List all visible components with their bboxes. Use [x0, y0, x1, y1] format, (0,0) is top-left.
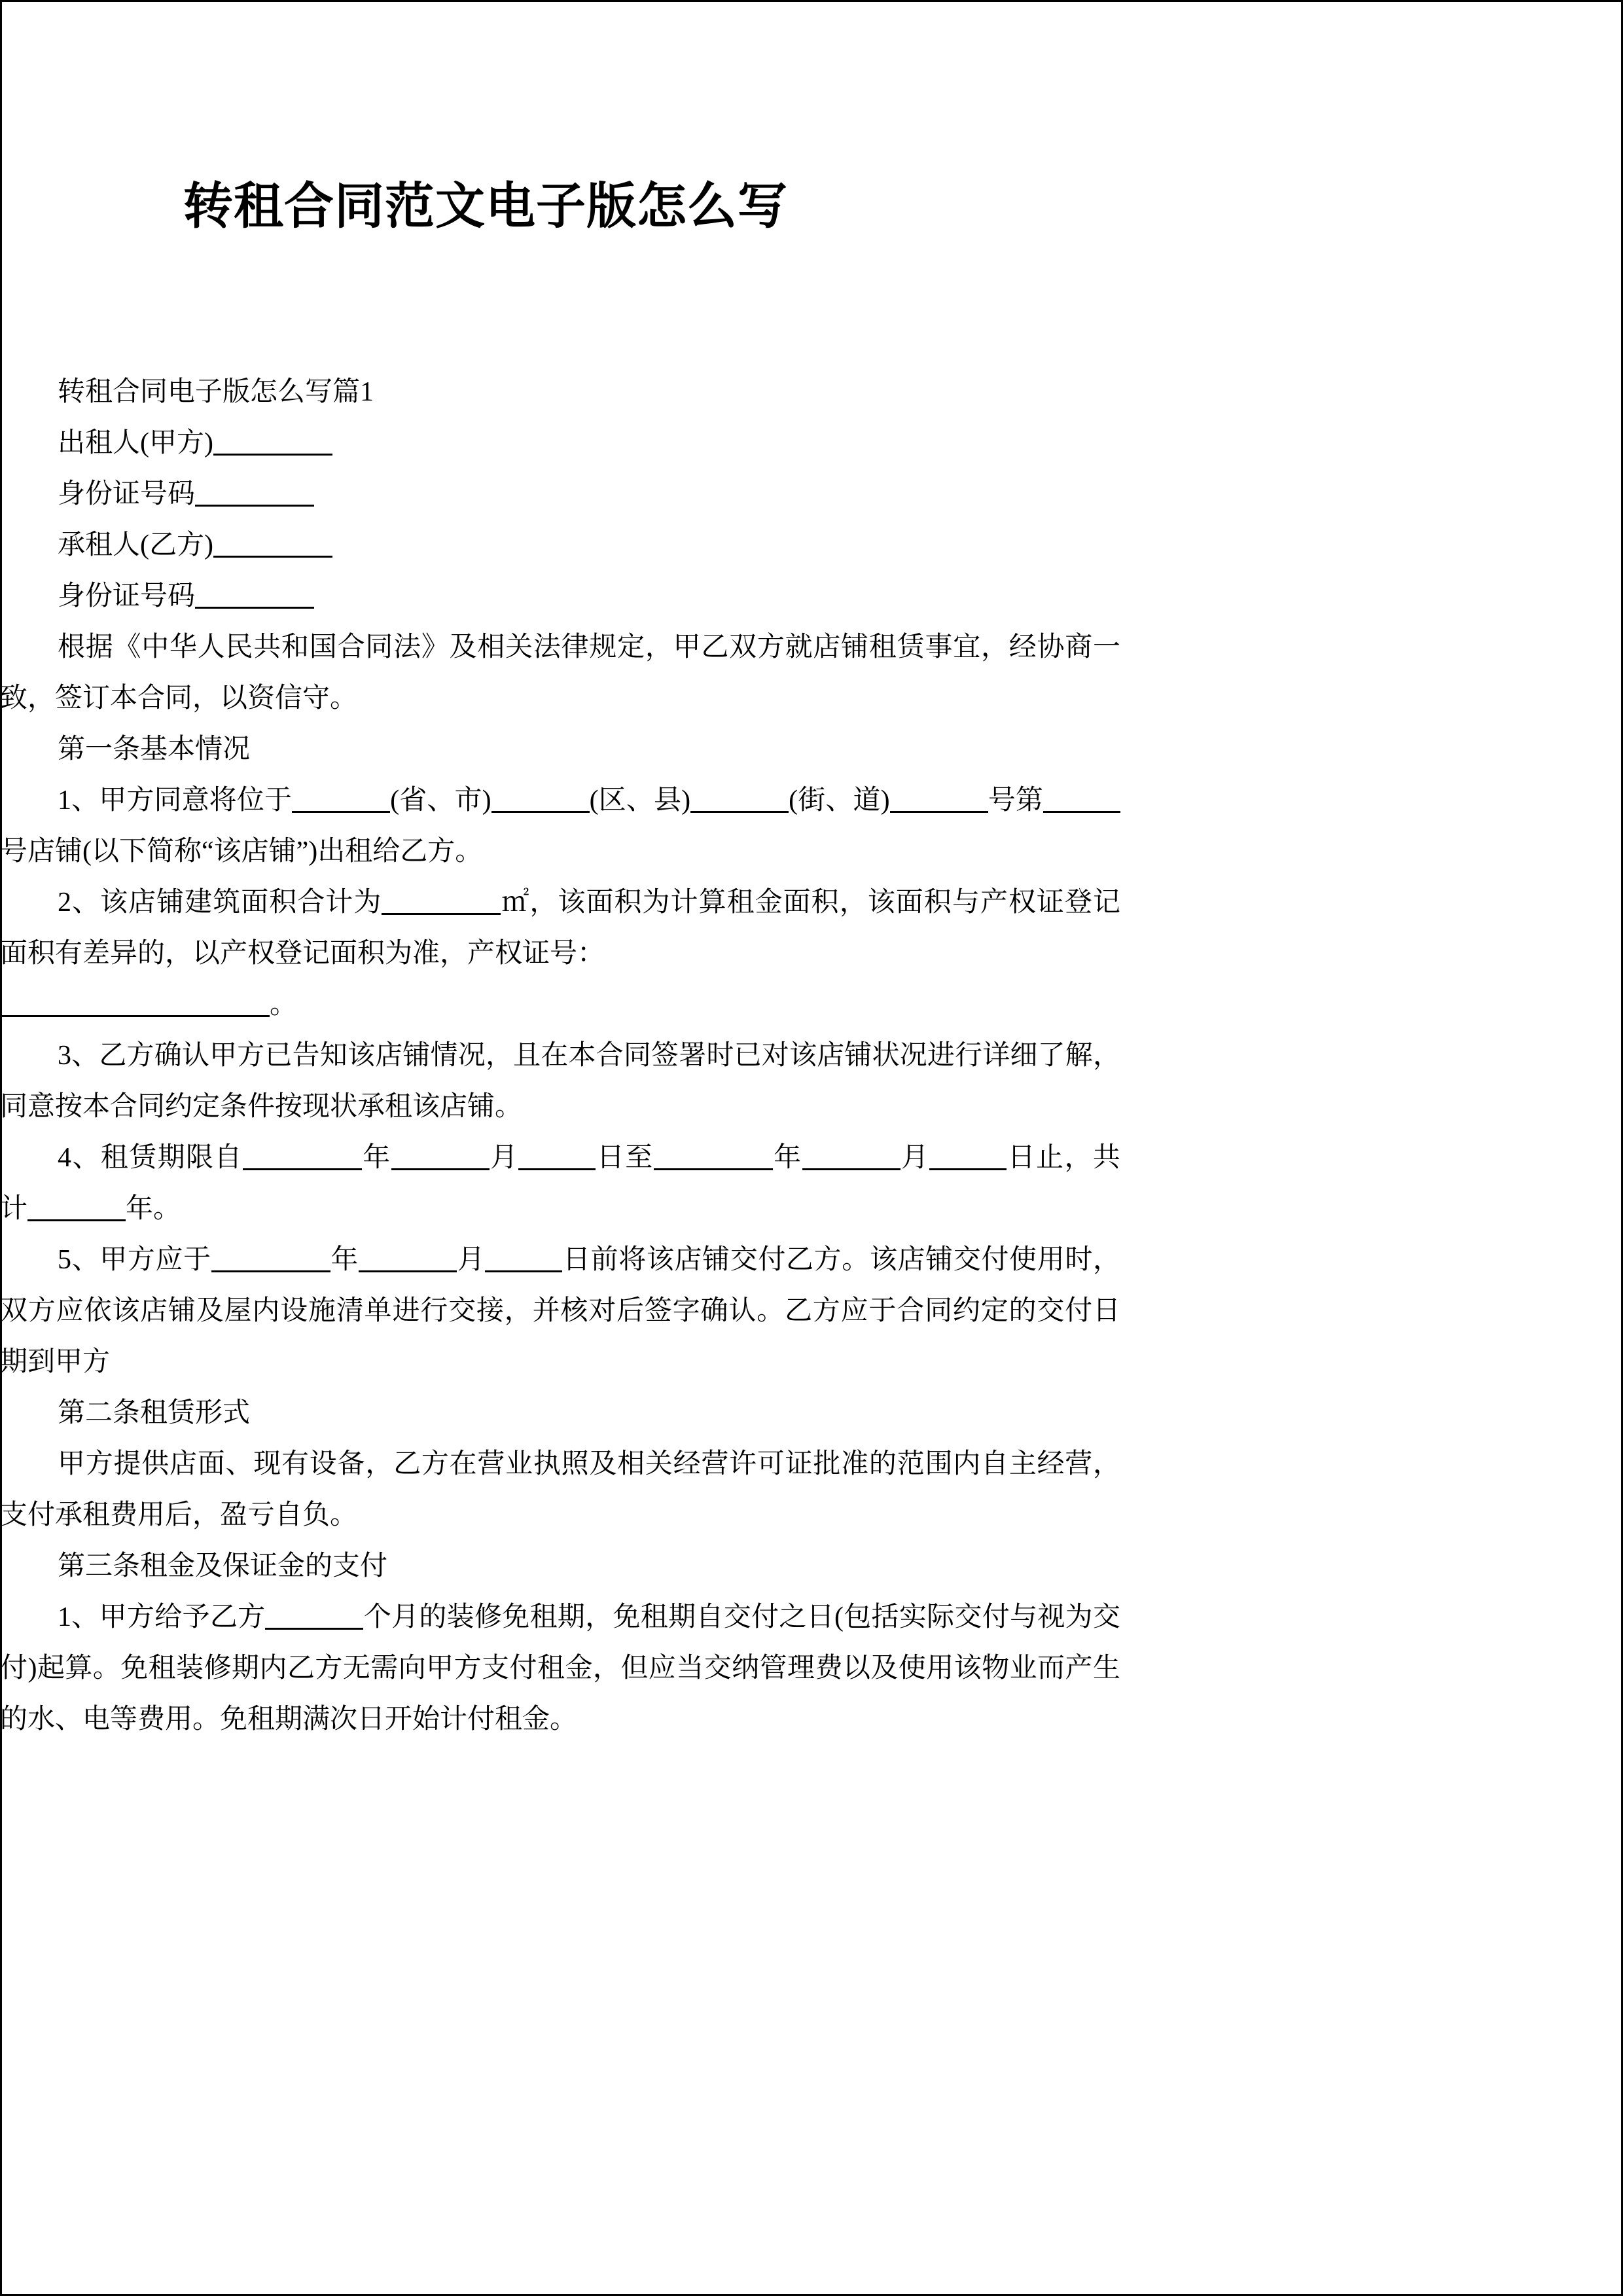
section-heading: 转租合同电子版怎么写篇1: [58, 377, 374, 407]
article-1-item-5: 5、甲方应于 年 月 日前将该店铺交付乙方。该店铺交付使用时，双方应依该店铺及屋内设施清单进行交接，并核对后签字确认。乙方应于合同约定的交付日期到甲方: [0, 1245, 1120, 1377]
end-year-blank[interactable]: [654, 1145, 773, 1170]
field-lessee-id: 身份证号码: [0, 571, 1120, 622]
end-day-blank[interactable]: [929, 1145, 1007, 1170]
start-month-blank[interactable]: [391, 1145, 490, 1170]
lessee-id-blank[interactable]: [195, 583, 314, 609]
delivery-year-blank[interactable]: [211, 1247, 330, 1272]
delivery-month-blank[interactable]: [359, 1247, 457, 1272]
property-cert-number-blank[interactable]: [0, 992, 270, 1017]
article-1-item-1: 1、甲方同意将位于 (省、市) (区、县) (街、道) 号第号店铺(以下简称“该店铺”)出租给乙方。: [0, 775, 1120, 877]
article-3-heading: 第三条租金及保证金的支付: [58, 1551, 388, 1581]
rent-free-months-blank[interactable]: [265, 1604, 363, 1630]
article-3-item-1: 1、甲方给予乙方 个月的装修免租期，免租期自交付之日(包括实际交付与视为交付)起算。免租装修期内乙方无需向甲方支付租金，但应当交纳管理费以及使用该物业而产生的水、电等费用。免租期满次日开始计付租金。: [0, 1602, 1120, 1734]
article-1-item-4: 4、租赁期限自 年 月 日至 年 月 日止，共计 年。: [0, 1143, 1120, 1224]
field-lessee: 承租人(乙方): [0, 520, 1120, 571]
street-number-blank[interactable]: [890, 787, 988, 813]
delivery-day-blank[interactable]: [485, 1247, 562, 1272]
preamble-paragraph: 根据《中华人民共和国合同法》及相关法律规定，甲乙双方就店铺租赁事宜，经协商一致，签订本合同，以资信守。: [0, 632, 1120, 713]
article-1-heading: 第一条基本情况: [58, 734, 251, 764]
province-city-blank[interactable]: [292, 787, 390, 813]
document-body: [0, 367, 1120, 1745]
article-1-item-3: 3、乙方确认甲方已告知该店铺情况，且在本合同签署时已对该店铺状况进行详细了解，同意按本合同约定条件按现状承租该店铺。: [0, 1041, 1120, 1122]
floor-area-blank[interactable]: [382, 889, 501, 915]
lessor-id-blank[interactable]: [195, 481, 314, 507]
end-month-blank[interactable]: [802, 1145, 901, 1170]
page-title: 转租合同范文电子版怎么写: [183, 179, 788, 234]
lessee-blank[interactable]: [213, 532, 332, 558]
start-day-blank[interactable]: [518, 1145, 596, 1170]
article-2-heading: 第二条租赁形式: [58, 1398, 251, 1428]
article-1-item-2-cont: 。: [0, 979, 1120, 1030]
start-year-blank[interactable]: [243, 1145, 362, 1170]
article-2-item-1: 甲方提供店面、现有设备，乙方在营业执照及相关经营许可证批准的范围内自主经营，支付承租费用后，盈亏自负。: [0, 1449, 1120, 1530]
field-lessor-id: 身份证号码: [0, 469, 1120, 520]
article-1-item-2: 2、该店铺建筑面积合计为 ㎡，该面积为计算租金面积，该面积与产权证登记面积有差异的，以产权登记面积为准，产权证号：: [0, 888, 1120, 969]
lessor-blank[interactable]: [213, 430, 332, 456]
shop-number-blank[interactable]: [1043, 787, 1120, 813]
district-county-blank[interactable]: [491, 787, 590, 813]
street-blank[interactable]: [690, 787, 789, 813]
total-years-blank[interactable]: [27, 1196, 126, 1221]
field-lessor: 出租人(甲方): [0, 418, 1120, 469]
